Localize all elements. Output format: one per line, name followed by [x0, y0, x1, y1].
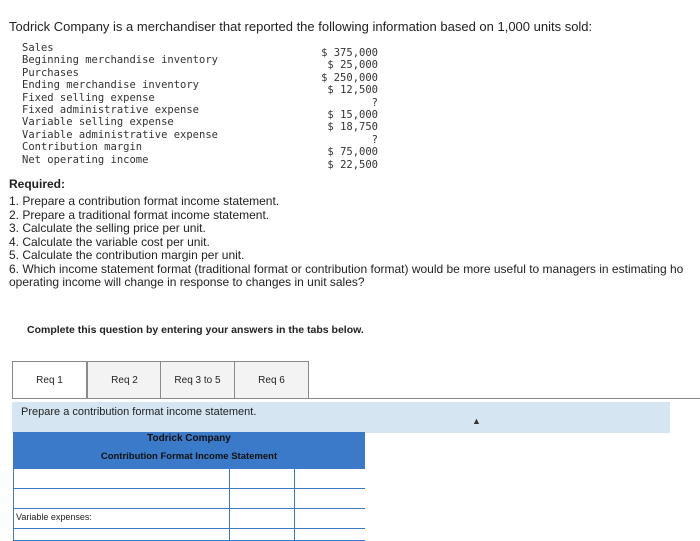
value-ending-inventory: $ 12,500	[327, 84, 378, 97]
tab-req-1[interactable]: Req 1	[12, 361, 87, 399]
cursor-arrow-icon: ▲	[472, 416, 481, 426]
value-beginning-inventory: $ 25,000	[327, 59, 378, 72]
instruction-text: Prepare a contribution format income statement.	[21, 406, 257, 418]
statement-company: Todrick Company	[147, 433, 231, 444]
label-variable-admin: Variable administrative expense	[22, 128, 218, 141]
amount-input[interactable]	[229, 509, 295, 528]
tab-req-6[interactable]: Req 6	[234, 361, 309, 399]
required-item: 6. Which income statement format (traditional format or contribution format) would be more useful to managers in estimating ho	[9, 261, 684, 276]
label-sales: Sales	[22, 42, 54, 54]
value-sales: $ 375,000	[321, 47, 378, 59]
required-item: operating income will change in response to changes in unit sales?	[9, 275, 365, 289]
required-list	[9, 195, 683, 290]
statement-title: Contribution Format Income Statement	[100, 451, 278, 462]
statement-row	[13, 469, 365, 489]
tab-req-3-to-5[interactable]: Req 3 to 5	[160, 361, 235, 399]
tab-divider	[12, 398, 700, 399]
amount-input[interactable]	[294, 509, 365, 528]
amount-input[interactable]	[229, 469, 295, 488]
label-beginning-inventory: Beginning merchandise inventory	[22, 54, 218, 67]
statement-row	[13, 489, 365, 509]
complete-instructions: Complete this question by entering your answers in the tabs below.	[27, 324, 364, 336]
label-purchases: Purchases	[22, 66, 79, 79]
label-ending-inventory: Ending merchandise inventory	[22, 79, 200, 92]
amount-input[interactable]	[294, 469, 365, 488]
required-item: 1. Prepare a contribution format income statement.	[9, 194, 280, 208]
amount-input[interactable]	[229, 489, 295, 508]
amount-input[interactable]	[294, 529, 365, 540]
statement-row	[13, 509, 365, 529]
value-variable-admin: ?	[371, 133, 378, 146]
required-item: 5. Calculate the contribution margin per unit.	[9, 248, 245, 262]
value-contribution-margin: $ 75,000	[327, 146, 378, 159]
label-net-operating-income: Net operating income	[22, 153, 149, 166]
data-labels	[22, 42, 218, 166]
amount-input[interactable]	[294, 489, 365, 508]
required-item: 2. Prepare a traditional format income statement.	[9, 207, 270, 222]
label-fixed-selling: Fixed selling expense	[22, 91, 155, 104]
value-purchases: $ 250,000	[321, 71, 378, 84]
value-variable-selling: $ 18,750	[327, 121, 378, 134]
problem-intro: Todrick Company is a merchandiser that reported the following information based on 1,000 units sold:	[9, 19, 593, 34]
label-variable-selling: Variable selling expense	[22, 116, 174, 129]
label-fixed-admin: Fixed administrative expense	[22, 104, 200, 117]
required-heading: Required:	[9, 177, 66, 191]
label-contribution-margin: Contribution margin	[22, 141, 143, 154]
row-label-variable-expenses: Variable expenses:	[16, 512, 92, 522]
required-item: 4. Calculate the variable cost per unit.	[9, 234, 210, 249]
data-values	[300, 47, 378, 171]
amount-input[interactable]	[229, 529, 295, 540]
value-fixed-admin: $ 15,000	[327, 109, 378, 122]
required-item: 3. Calculate the selling price per unit.	[9, 221, 206, 235]
tab-req-2[interactable]: Req 2	[87, 361, 162, 399]
statement-row	[13, 529, 365, 541]
value-fixed-selling: ?	[371, 96, 378, 109]
value-net-operating-income: $ 22,500	[327, 158, 378, 171]
